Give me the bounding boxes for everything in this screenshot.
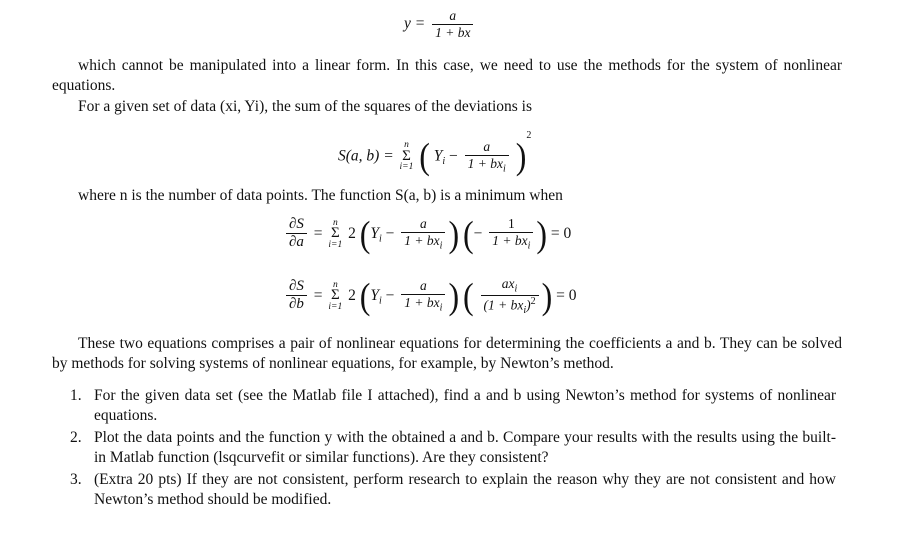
paragraph-2-text: For a given set of data (xi, Yi), the sum of the squares of the deviations is: [78, 98, 532, 115]
equation-dSdb: $\frac{\partial S}{\partial b}$ = n Σ i=1 2 ($Y_i$ − $\frac{a}{1 + bx_i}$ ) ( $\frac{ax_i}{(1 + bx_i)^2}$ ) = 0: [283, 276, 577, 316]
paragraph-1: [52, 56, 842, 96]
list-item-number: 2.: [70, 429, 82, 446]
paragraph-4: [52, 334, 842, 374]
equation-y: [404, 8, 476, 41]
paragraph-1-text: which cannot be manipulated into a linear form. In this case, we need to use the methods for the system of nonlinear equations.: [52, 57, 842, 94]
list-item-number: 3.: [70, 471, 82, 488]
sum-symbol: n Σ i=1: [399, 140, 414, 173]
paragraph-3: [52, 186, 842, 206]
eq-y-lhs: y =: [404, 15, 426, 33]
eq-y-den: 1 + bx: [432, 24, 473, 41]
eq-S-lhs: S(a, b) =: [338, 147, 394, 165]
eq-y-num: a: [449, 8, 457, 23]
eq-S-fraction: $\frac{a}{1 + bx_i}$: [465, 139, 509, 175]
paragraph-3-text: where n is the number of data points. The function S(a, b) is a minimum when: [78, 187, 563, 204]
list-item-text: (Extra 20 pts) If they are not consistent, perform research to explain the reason why they are not consistent and how Newton’s method should be modified.: [94, 471, 836, 508]
equation-dSda: $\frac{\partial S}{\partial a}$ = n Σ i=1 2 ($Y_i$ − $\frac{a}{1 + bx_i}$ ) (− $\frac{1}{1 + bx_i}$ ) = 0: [283, 216, 571, 252]
paragraph-4-text: These two equations comprises a pair of nonlinear equations for determining the coefficients a and b. They can be solved by methods for solving systems of nonlinear equations, for example, by Newton’s method.: [52, 335, 842, 372]
paragraph-2: [52, 97, 842, 117]
equation-S: S(a, b) = n Σ i=1 ( $Y_i$ − $\frac{a}{1 + bx_i}$ )$^2$: [338, 130, 532, 178]
list-item-text: For the given data set (see the Matlab file I attached), find a and b using Newton’s method for systems of nonlinear equations.: [94, 387, 836, 424]
list-item-number: 1.: [70, 387, 82, 404]
eq-y-fraction: [432, 8, 473, 41]
list-item-text: Plot the data points and the function y with the obtained a and b. Compare your results with the results using the built-in Matlab function (lsqcurvefit or similar functions). Are they consistent?: [94, 429, 836, 466]
